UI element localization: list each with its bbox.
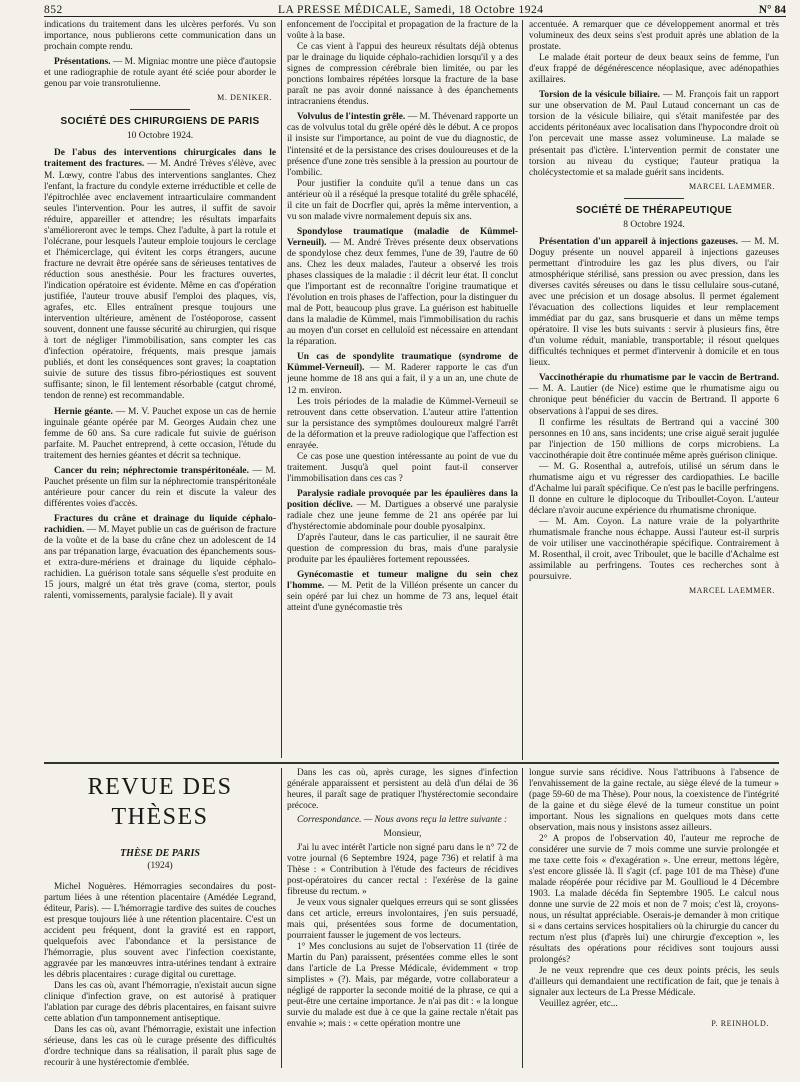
issue-number: N° 84 [758,4,786,16]
page-number: 852 [44,4,63,16]
signature: P. REINHOLD. [711,1019,769,1028]
divider [130,109,190,110]
article-heading: Volvulus de l'intestin grêle. [297,112,406,123]
column-divider [281,768,282,1068]
column-divider [281,20,282,758]
article-text: — M. A. Lautier (de Nice) estime que le rhumatisme aigu ou chronique peut bénéficier du vaccin de Bertrand. Il apporte 6 observations à l'appui de ses dires. [529,384,779,417]
article-text: — M. Pauchet présente un film sur la néphrectomie transpéritonéale antérieure pour cancer du rein et discute la valeur des différentes voies d'accès. [44,465,276,509]
article-heading: Torsion de la vésicule biliaire. [539,90,660,101]
column-2 [287,20,518,760]
paragraph [529,237,779,370]
paragraph: 2° A propos de l'observation 40, l'auteur me reproche de considérer une survie de 7 mois comme une survie prolongée et me taxe cette fois « d'exagération ». Une erreur, mettons légère, s'est encore glissée là. Il s'agit (cf. page 101 de ma Thèse) d'une malade réopérée pour récidive par M. Goullioud le 4 Décembre 1903. La malade décéda fin Septembre 1905. Le calcul nous donne une survie de 22 mois et non de 7 mois; c'est là, croyons-nous, un résultat appréciable. Oserais-je demander à mon critique si « dans certains services hospitaliers où la chirurgie du cancer du rectum n'est plus (d'après lui) une chirurgie d'exception », les résultats des opérations pour récidives sont toujours aussi prolongés? [529,834,779,965]
paragraph: Michel Noguères. Hémorragies secondaires du post-partum liées à une rétention placentaire (Amédée Legrand, éditeur, Paris). — L'hémorragie tardive des suites de couches est presque toujours liée à une rétention placentaire. C'est un accident peu fréquent, dont la gravité est en rapport, quelquefois avec l'abondance et la persistance de l'hémorragie, plus souvent avec l'infection coexistante, aggravée par les manœuvres intra-utérines tendant à extraire les débris placentaires : curage digital ou curettage. [44,882,276,980]
article-heading: Présentation d'un appareil à injections gazeuses. [539,236,738,247]
article-text: — M. Migniac montre une pièce d'autopsie et une radiographie de rotule ayant été sciée pour aborder le genou par voie transrotulienne. [44,57,276,90]
paragraph: — M. G. Rosenthal a, autrefois, utilisé un sérum dans le rhumatisme aigu et vu régresser des cardiopathies. Le bacille d'Achalme lui paraît spécifique. Ce n'est pas le bacille perfringens. Il donne en culture le diplocoque du Triboullet-Coyon. L'auteur déclare n'avoir aucune expérience du rhumatisme chronique. [529,461,779,516]
divider [624,198,684,199]
paragraph [287,489,518,533]
column-divider [522,768,523,1068]
signature: MARCEL LAEMMER. [688,586,775,596]
paragraph [529,90,779,178]
paragraph: Je veux vous signaler quelques erreurs qui se sont glissées dans cet article, erreurs involontaires, j'en suis persuadé, mais qui, présentées sous forme de documentation, pourraient fausser le jugement de vos lecteurs. [287,898,518,941]
paragraph [44,407,276,462]
article-text: — M. Raderer rapporte le cas d'un jeune homme de 18 ans qui a fait, il y a un an, une chute de 12 m. environ. [287,363,518,396]
article-heading: Spondylose traumatique (maladie de Kümmel-Verneuil). [287,226,518,248]
theses-column-1 [44,768,276,1068]
paragraph: D'après l'auteur, dans le cas particulier, il ne saurait être question de compression du bras, mais d'une paralysie produite par les épaulières fortement repoussées. [287,533,518,566]
paragraph: longue survie sans récidive. Nous l'attribuons à l'absence de l'envahissement de la gaine rectale, au siège élevé de la tumeur » (page 59-60 de ma Thèse). Pour nous, la coexistence de l'intégrité de la gaine et du siège élevé de la tumeur constitue un point important. Nous les signalions en quelques mots dans cette observation, mais nous y insistons assez ailleurs. [529,768,779,833]
article-heading: Présentations. [54,57,111,68]
article-heading: De l'abus des interventions chirurgicales dans le traitement des fractures. [44,148,276,170]
paragraph: Le malade était porteur de deux beaux seins de femme, l'un d'eux frappé de dégénérescence néoplasique, avec adénopathies axillaires. [529,53,779,86]
paragraph: enfoncement de l'occipital et propagation de la fracture de la voûte à la base. [287,20,518,42]
journal-title: LA PRESSE MÉDICALE, Samedi, 18 Octobre 1924 [277,4,544,16]
article-text: — M. Thévenard rapporte un cas de volvulus total du grêle opéré dès le début. A ce propos il insiste sur l'importance, au point de vue du diagnostic, de l'intensité et de la persistance des crises douloureuses et de la présence d'une zone très sensible à la pression au pourtour de l'ombilic. [287,112,518,178]
article-text: — M. Mayet publie un cas de guérison de fracture de la voûte et de la base du crâne chez un adolescent de 14 ans par trépanation large, évacuation des épanchements sous- et extra-dure-mériens et drainage du liquide céphalo-rachidien. La guérison totale sans séquelle s'est produite en 15 jours, malgré un état très grave (coma, stertor, pouls ralenti, vomissements, paralysie faciale). Il y avait [44,524,276,602]
section-title: SOCIÉTÉ DE THÉRAPEUTIQUE [575,204,733,216]
section-rule [44,762,779,764]
column-1 [44,20,276,756]
article-heading: Cancer du rein; néphrectomie transpéritonéale. [54,465,249,476]
paragraph: Veuillez agréer, etc... [539,999,618,1009]
paragraph: — M. Am. Coyon. La nature vraie de la polyarthrite rhumatismale franche nous échappe. Aussi l'auteur est-il surpris de voir utiliser une vaccinothérapie spécifique. Contrairement à M. Rosenthal, il croit, avec Triboulet, que le bacille d'Achalme est assimilable au perfringens. Toutes ces recherches sont à poursuivre. [529,516,779,583]
paragraph [44,514,276,602]
paragraph: Les trois périodes de la maladie de Kümmel-Verneuil se retrouvent dans cette observation. L'auteur attire l'attention sur la persistance des symptômes douloureux malgré l'arrêt de la déformation et la preuve radiologique que l'affection est enrayée. [287,396,518,451]
column-3 [529,20,779,708]
subsection-year: (1924) [147,861,173,871]
paragraph [287,112,518,178]
paragraph: indications du traitement dans les ulcères perforés. Vu son importance, nous publierons cette communication dans un prochain compte rendu. [44,20,276,53]
section-date: 8 Octobre 1924. [623,219,685,230]
paragraph: Dans les cas où, après curage, les signes d'infection générale apparaissent et persistent au delà d'un délai de 36 heures, il paraît sage de pratiquer l'hystérectomie secondaire précoce. [287,768,518,811]
article-text: — M. Petit de la Villéon présente un cancer du sein opéré par lui chez un homme de 73 ans, lequel était atteint d'une gynécomastie très [287,581,518,614]
paragraph [529,373,779,417]
section-date: 10 Octobre 1924. [126,131,194,142]
article-heading: Gynécomastie et tumeur maligne du sein chez l'homme. [287,570,518,592]
theses-column-2 [287,768,518,1068]
theses-column-3 [529,768,779,1068]
paragraph [44,148,276,402]
masthead: REVUE DES THÈSES [87,774,233,830]
article-text: — M. M. Doguy présente un nouvel appareil à injections gazeuses permettant d'introduire les gaz les plus divers, ou l'air atmosphérique stérilisé, sans pression ou avec pression, dans les diverses cavités séreuses ou dans le tissu cellulaire sous-cutané, avec une précision et un dosage absolus. Il permet également l'évacuation des collections liquides et leur remplacement immédiat par du gaz, sans brusquerie et dans un même temps opératoire. Il vise les buts suivants : servir à plusieurs fins, être d'un volume réduit, maniable, transportable; il résout quelques difficultés techniques et permet d'intervenir à domicile et en tous lieux. [529,236,779,369]
article-heading: Hernie géante. [54,406,113,417]
page-header [44,0,786,17]
paragraph [287,227,518,349]
paragraph: Dans les cas où, avant l'hémorragie, existait une infection sérieuse, dans les cas où le curage présente des difficultés d'ordre technique dans sa réalisation, il paraît plus sage de recourir à une hystérectomie d'emblée. [44,1025,276,1068]
paragraph: 1° Mes conclusions au sujet de l'observation 11 (tirée de Martin du Pan) paraissent, présentées comme elles le sont dans l'article de La Presse Médicale, évidemment « trop simplistes » (?). Mais, par mégarde, votre collaborateur a négligé de rapporter la seconde moitié de la phrase, ce qui a peut-être une certaine importance. Je n'ai pas dit : « la longue survie du malade est due à ce que la gaine rectale n'était pas envahie »; mais : « cette opération montre une [287,942,518,1029]
paragraph: Dans les cas où, avant l'hémorragie, n'existait aucun signe clinique d'infection grave, on est autorisé à pratiquer l'ablation par curage des débris placentaires, en faisant suivre cette ablation d'un tamponnement antiseptique. [44,981,276,1024]
signature: M. DENIKER. [217,93,272,103]
article-text: — M. André Trèves présente deux observations de spondylose chez deux femmes, l'une de 39, l'autre de 60 ans. Chez les deux malades, l'auteur a observé les trois phases classiques de la maladie : il décrit leur état. Il conclut que l'important est de reconnaître l'origine traumatique et l'évolution en trois phases de l'affection, pour la distinguer du mal de Pott, beaucoup plus grave. La guérison est habituelle dans la maladie de Kümmel, mais l'immobilisation du rachis au moyen d'un corset en celluloïd est nécessaire en attendant la réparation. [287,237,518,348]
paragraph: J'ai lu avec intérêt l'article non signé paru dans le n° 72 de votre journal (6 Septembre 1924, page 736) et relatif à ma Thèse : « Contribution à l'étude des facteurs de récidives post-opératoires du cancer rectal : l'exérèse de la gaine fibreuse du rectum. » [287,843,518,897]
article-text: — M. V. Pauchet expose un cas de hernie inguinale géante opérée par M. Georges Audain chez une femme de 60 ans. Sa cure radicale fut suivie de guérison parfaite. M. Pauchet entreprend, à cette occasion, l'étude du traitement des hernies géantes et décrit sa technique. [44,406,276,461]
paragraph [44,466,276,510]
article-heading: Vaccinothérapie du rhumatisme par le vaccin de Bertrand. [539,373,779,384]
article-heading: Un cas de spondylite traumatique (syndrome de Kümmel-Verneuil). [287,352,518,374]
paragraph [287,570,518,614]
paragraph: Je ne veux reprendre que ces deux points précis, les seuls d'ailleurs qui demandaient une rectification de fait, que je tenais à signaler aux lecteurs de La Presse Médicale. [529,966,779,998]
subsection-title: THÈSE DE PARIS [120,848,200,859]
paragraph [44,57,276,90]
article-text: — M. André Trèves s'élève, avec M. Lœwy, contre l'abus des interventions sanglantes. Chez l'enfant, la fracture du condyle externe irréductible et celle de l'épitrochlée avec enclavement intraarticulaire commandent seules l'intervention. Pour les autres, il suffit de savoir réduire, appareiller et attendre; les résultats imparfaits s'amélioreront avec le temps. Chez l'adulte, à part la rotule et l'olécrane, pour lesquels l'auteur emploie toujours le cerclage et l'hémicerclage, qui évitent les corps étrangers, aucune fracture ne devrait être opérée sans de sérieuses tentatives de réduction sous anesthésie. Pour les fractures ouvertes, l'indication opératoire est évidente. Même en cas d'opération justifiée, l'auteur trouve abusif l'emploi des plaques, vis, agrafes, etc. Elles entraînent presque toujours une intervention ultérieure, amènent de l'ostéoporose, cassent souvent, donnent une fausse sécurité au chirurgien, qui risque à tort de négliger l'immobilisation, sans compter les cas d'infection opératoire, fréquents, mais presque jamais publiés, et dont les conséquences sont graves; la coaptation suivie de suture des tissus fibro-périostiques est souvent suffisante; sinon, le fil lentement résorbable (catgut chromé, tendon de renne) est recommandable. [44,159,276,402]
paragraph [287,352,518,396]
article-heading: Fractures du crâne et drainage du liquide céphalo-rachidien. [44,513,276,535]
section-title: SOCIÉTÉ DES CHIRURGIENS DE PARIS [60,116,260,128]
paragraph: Ce cas vient à l'appui des heureux résultats déjà obtenus par le drainage du liquide céphalo-rachidien lorsqu'il y a des signes de compression cérébrale bien limitée, ou par les ponctions lombaires répétées lorsque la fracture de la base paraît ne pas avoir donné naissance à des épanchements intracraniens étendus. [287,42,518,108]
article-text: — M. Dartigues a observé une paralysie radiale chez une jeune femme de 21 ans opérée par lui d'hystérectomie abdominale pour double pyosalpinx. [287,499,518,533]
paragraph: Il confirme les résultats de Bertrand qui a vacciné 300 personnes en 10 ans, sans incidents; une crise aiguë serait jugulée par l'injection de 150 millions de corps microbiens. La vaccinothérapie doit être continuée même après guérison clinique. [529,417,779,461]
signature: MARCEL LAEMMER. [688,181,775,191]
article-heading: Paralysie radiale provoquée par les épaulières dans la position déclive. [287,488,518,510]
salutation: Monsieur, [383,829,422,839]
paragraph: accentuée. A remarquer que ce développement anormal et très volumineux des deux seins s'est produit après une ablation de la prostate. [529,20,779,53]
paragraph: Correspondance. — Nous avons reçu la lettre suivante : [297,815,508,825]
paragraph: Pour justifier la conduite qu'il a tenue dans un cas antérieur où il a réséqué la presque totalité du grêle sphacélé, il cite un fait de Docrfler qui, après la même intervention, a vu son malade vivre normalement depuis six ans. [287,178,518,222]
article-text: — M. François fait un rapport sur une observation de M. Paul Lutaud concernant un cas de torsion de la vésicule biliaire, qui s'était manifestée par des accidents péritonéaux avec localisation dans l'hypocondre droit où l'on percevait une masse assez volumineuse. La malade se présentait pas d'ictère. L'intervention permit de constater une torsion au niveau du cystique; l'auteur pratiqua la cholécystectomie et sa malade guérit sans incidents. [529,90,779,178]
paragraph: Ce cas pose une question intéressante au point de vue du traitement. Jusqu'à quel point faut-il conserver l'immobilisation dans ces cas ? [287,451,518,484]
column-divider [522,20,523,760]
